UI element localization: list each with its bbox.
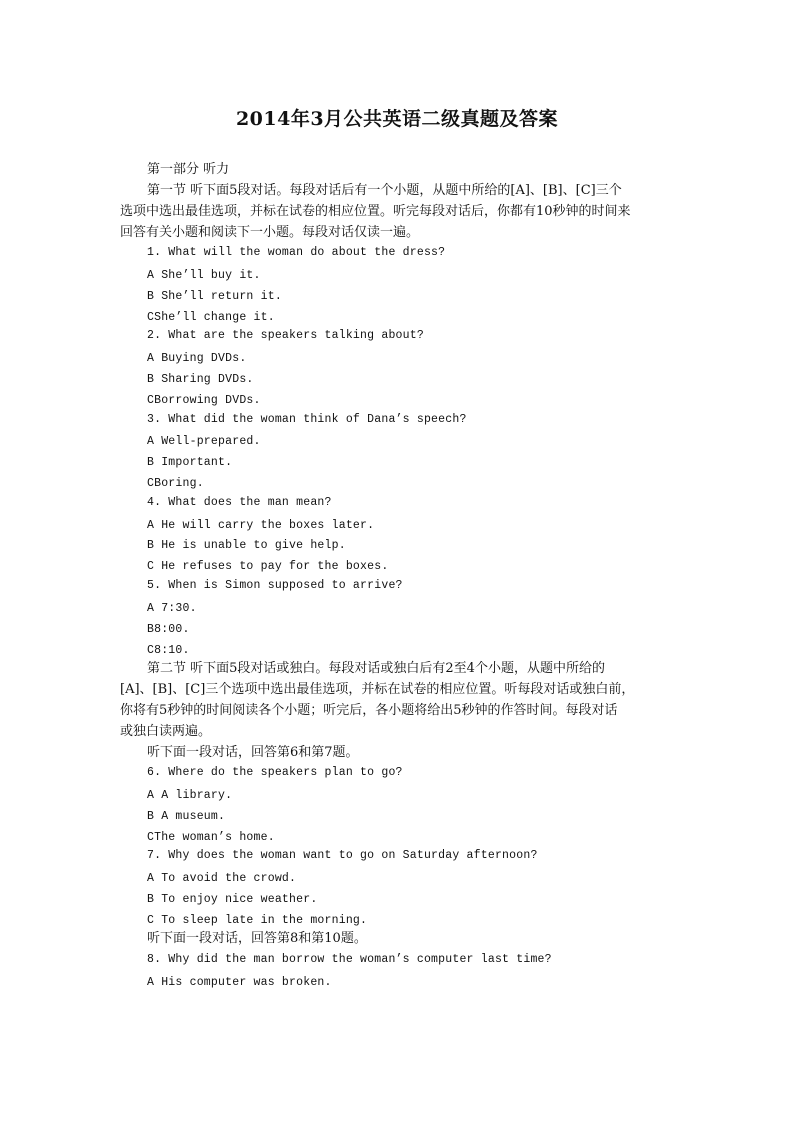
option-text: A He will carry the boxes later.	[147, 519, 375, 532]
option-text: B He is unable to give help.	[147, 539, 346, 552]
option-text: B Important.	[147, 456, 233, 469]
question-text: 6. Where do the speakers plan to go?	[147, 766, 403, 779]
question-text: 4. What does the man mean?	[147, 496, 332, 509]
option-text: CBorrowing DVDs.	[147, 394, 261, 407]
section2-instruction-line: 你将有5秒钟的时间阅读各个小题；听完后，各小题将给出5秒钟的作答时间。每段对话	[120, 703, 618, 718]
option-text: B Sharing DVDs.	[147, 373, 254, 386]
section2-instruction-line: [A]、[B]、[C]三个选项中选出最佳选项，并标在试卷的相应位置。听每段对话或独白前，	[120, 682, 635, 697]
option-text: B She’ll return it.	[147, 290, 282, 303]
option-text: C He refuses to pay for the boxes.	[147, 560, 389, 573]
section1-instruction-line: 回答有关小题和阅读下一小题。每段对话仅读一遍。	[120, 225, 420, 240]
section1-instruction-line: 选项中选出最佳选项，并标在试卷的相应位置。听完每段对话后，你都有10秒钟的时间来	[120, 204, 631, 219]
section2-instruction-line: 或独白读两遍。	[120, 724, 212, 739]
question-text: 1. What will the woman do about the dress?	[147, 246, 446, 259]
option-text: A Buying DVDs.	[147, 352, 247, 365]
dialog-instruction: 听下面一段对话，回答第8和第10题。	[147, 931, 367, 946]
question-text: 8. Why did the man borrow the woman’s computer last time?	[147, 953, 552, 966]
option-text: A She’ll buy it.	[147, 269, 261, 282]
option-text: A A library.	[147, 789, 233, 802]
option-text: C8:10.	[147, 644, 190, 657]
section1-instruction-line: 第一节 听下面5段对话。每段对话后有一个小题，从题中所给的[A]、[B]、[C]三个	[147, 183, 622, 198]
dialog-instruction: 听下面一段对话，回答第6和第7题。	[147, 745, 359, 760]
option-text: B To enjoy nice weather.	[147, 893, 318, 906]
option-text: A His computer was broken.	[147, 976, 332, 989]
option-text: CThe woman’s home.	[147, 831, 275, 844]
question-text: 5. When is Simon supposed to arrive?	[147, 579, 403, 592]
option-text: A To avoid the crowd.	[147, 872, 297, 885]
option-text: B A museum.	[147, 810, 226, 823]
option-text: A Well-prepared.	[147, 435, 261, 448]
question-text: 2. What are the speakers talking about?	[147, 329, 424, 342]
section2-instruction-line: 第二节 听下面5段对话或独白。每段对话或独白后有2至4个小题，从题中所给的	[147, 661, 605, 676]
option-text: CBoring.	[147, 477, 204, 490]
option-text: A 7:30.	[147, 602, 197, 615]
question-text: 3. What did the woman think of Dana’s speech?	[147, 413, 467, 426]
option-text: CShe’ll change it.	[147, 311, 275, 324]
document-title: 2014年3月公共英语二级真题及答案	[235, 108, 559, 130]
question-text: 7. Why does the woman want to go on Saturday afternoon?	[147, 849, 538, 862]
option-text: C To sleep late in the morning.	[147, 914, 368, 927]
part-heading: 第一部分 听力	[147, 162, 230, 177]
option-text: B8:00.	[147, 623, 190, 636]
